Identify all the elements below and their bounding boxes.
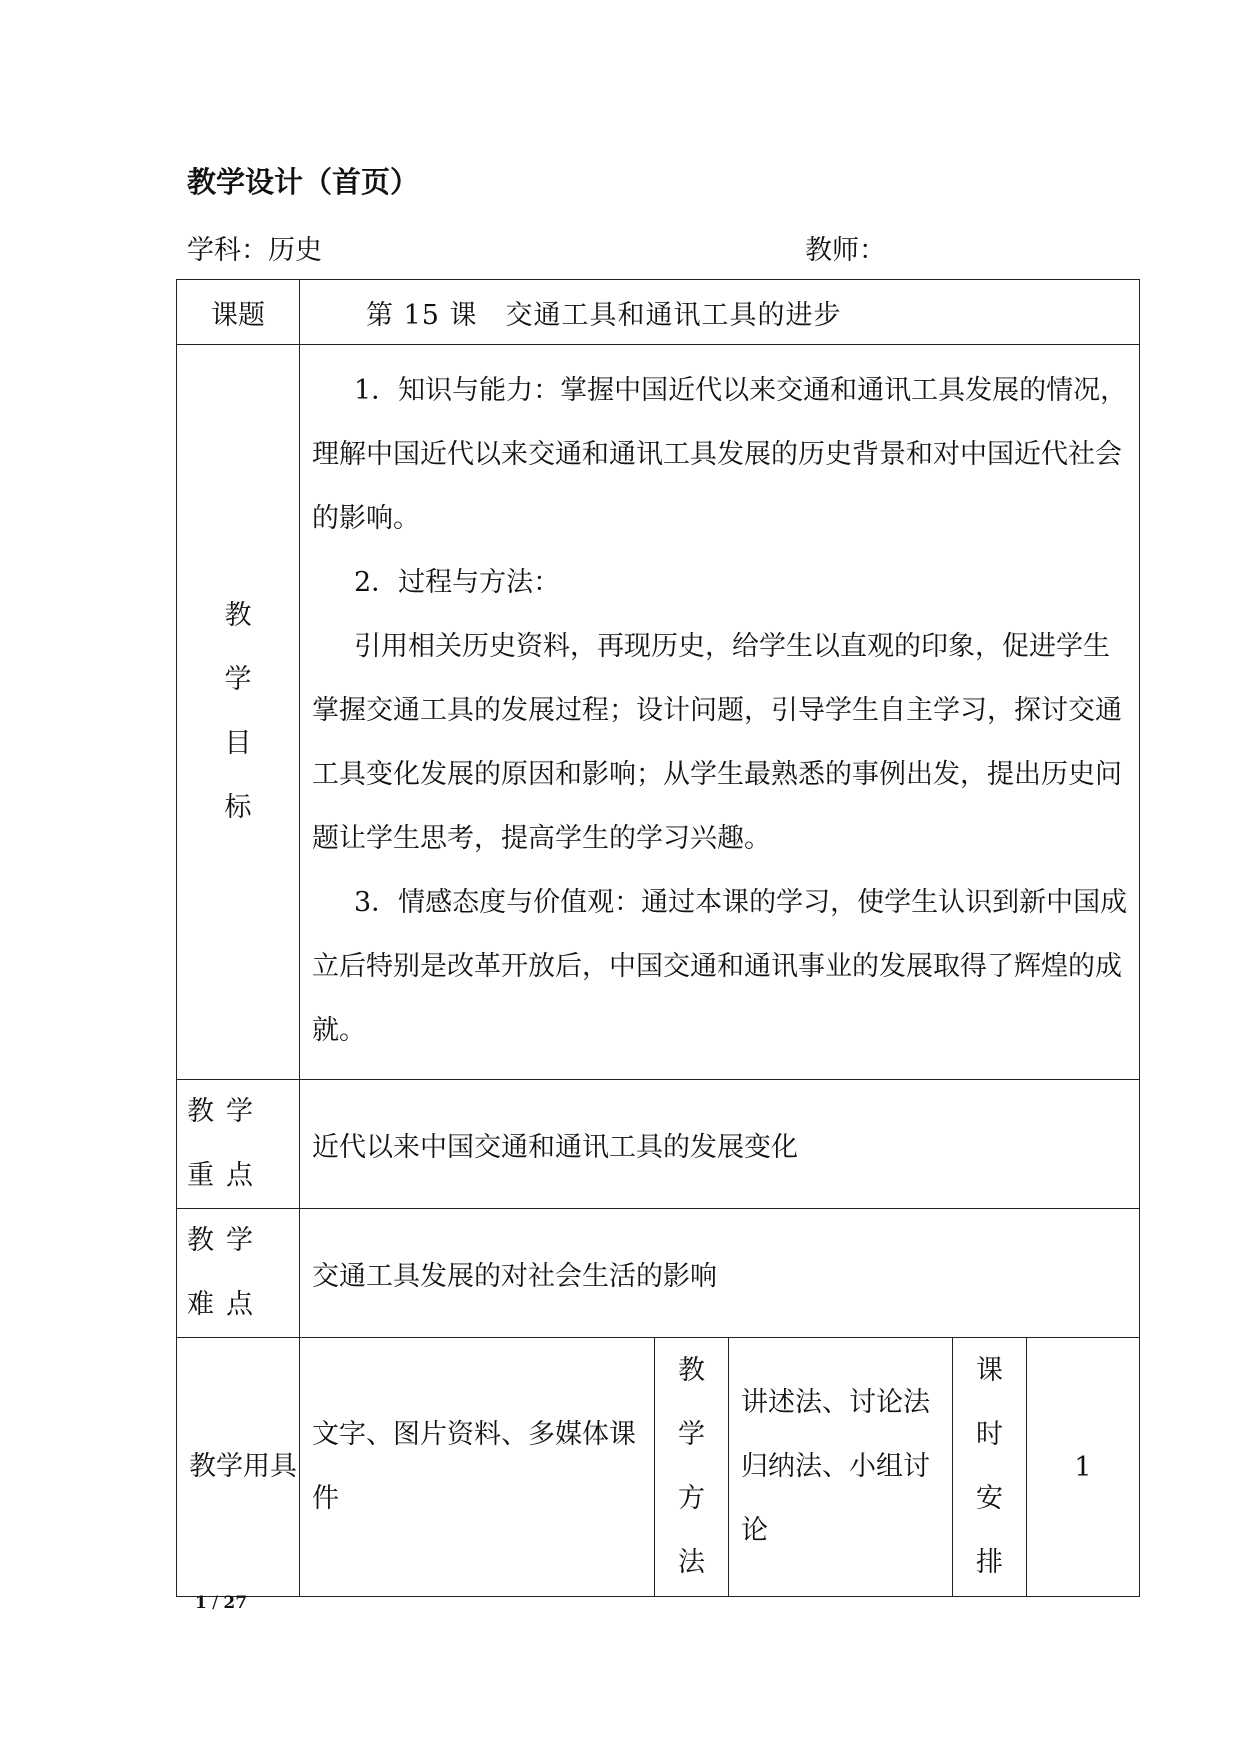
hours-label-char: 课 [976,1355,1003,1386]
difficult-point-label: 教学难点 [177,1209,300,1338]
difficult-point-row [177,1209,1140,1338]
method-label-char: 法 [678,1547,705,1578]
page-separator: / [206,1593,224,1613]
hours-label [953,1338,1027,1597]
method-label [655,1338,729,1597]
goals-label [177,345,300,1080]
page-current: 1 [195,1593,207,1613]
key-point-row [177,1080,1140,1209]
topic-value: 第 15 课 交通工具和通讯工具的进步 [300,280,1140,345]
goals-label-char: 教 [224,600,252,631]
goals-label-char: 学 [224,664,252,695]
method-label-char: 方 [678,1483,705,1514]
key-point-value: 近代以来中国交通和通讯工具的发展变化 [300,1080,1140,1209]
tools-value: 文字、图片资料、多媒体课件 [300,1338,655,1597]
hours-label-char: 安 [976,1483,1003,1514]
tools-label: 教学用具 [177,1338,300,1597]
method-label-char: 学 [678,1419,705,1450]
lesson-design-table [176,279,1140,1597]
goals-row [177,345,1140,1080]
goal-process-heading: 2．过程与方法： [354,567,561,598]
hours-label-char: 时 [976,1419,1003,1450]
hours-label-char: 排 [976,1547,1003,1578]
hours-value: 1 [1027,1338,1140,1597]
goal-values: 3．情感态度与价值观：通过本课的学习，使学生认识到新中国成立后特别是改革开放后，中国交通和通讯事业的发展取得了辉煌的成就。 [312,887,1128,1046]
goal-knowledge: 1．知识与能力：掌握中国近代以来交通和通讯工具发展的情况，理解中国近代以来交通和通讯工具发展的历史背景和对中国近代社会的影响。 [312,375,1128,534]
key-point-label: 教学重点 [177,1080,300,1209]
page-number [195,1593,247,1613]
subject-label: 学科：历史 [187,235,322,266]
page-title: 教学设计（首页） [187,165,420,199]
page-total: 27 [223,1593,248,1613]
teacher-label: 教师： [805,235,886,266]
goals-content [300,345,1140,1080]
tools-row [177,1338,1140,1597]
goals-label-char: 标 [224,792,252,823]
goals-label-char: 目 [224,728,252,759]
method-label-char: 教 [678,1355,705,1386]
goal-process-text: 引用相关历史资料，再现历史，给学生以直观的印象，促进学生掌握交通工具的发展过程；设计问题，引导学生自主学习，探讨交通工具变化发展的原因和影响；从学生最熟悉的事例出发，提出历史问题让学生思考，提高学生的学习兴趣。 [312,631,1122,854]
difficult-point-value: 交通工具发展的对社会生活的影响 [300,1209,1140,1338]
topic-row [177,280,1140,345]
method-value: 讲述法、讨论法归纳法、小组讨论 [729,1338,953,1597]
topic-label: 课题 [177,280,300,345]
